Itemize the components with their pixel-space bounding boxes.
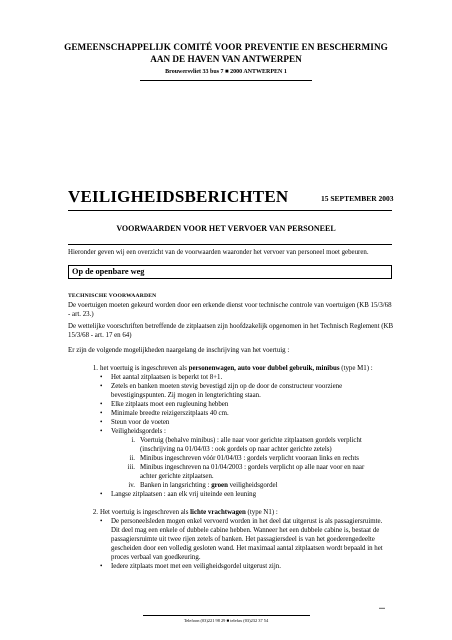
vehicle-type-bold: lichte vrachtwagen — [190, 509, 246, 516]
paragraph-possibilities: Er zijn de volgende mogelijkheden naargelang de inschrijving van het voertuig : — [68, 347, 290, 354]
sub-item-text: Voertuig (behalve minibus) : alle naar voor gerichte zitplaatsen gordels verplicht — [140, 437, 362, 444]
document-date: 15 SEPTEMBER 2003 — [321, 194, 394, 203]
sub-item-text: Minibus ingeschreven vóór 01/04/03 : gordels verplicht vooraan links en rechts — [140, 455, 359, 462]
section-heading: Op de openbare weg — [72, 267, 145, 276]
organization-name-line1: GEMEENSCHAPPELIJK COMITÉ VOOR PREVENTIE EN BESCHERMING — [64, 42, 388, 52]
organization-address: Brouwersvliet 33 bus 7 ■ 2000 ANTWERPEN 1 — [165, 69, 287, 75]
sub-item-number: ii. — [129, 455, 135, 462]
bullet: • — [100, 410, 103, 417]
sub-item-text: (inschrijving na 01/04/03 : ook gordels op naar achter gerichte zetels) — [140, 446, 332, 453]
green-belt-bold: groen — [211, 482, 228, 489]
organization-name-line2: AAN DE HAVEN VAN ANTWERPEN — [150, 54, 302, 64]
bullet-text: Het aantal zitplaatsen is beperkt tot 8+1. — [111, 374, 223, 381]
document-title: VEILIGHEIDSBERICHTEN — [68, 187, 289, 206]
bullet-text: passagiersruimte uit twee rijen zetels of banken. Het passagiersdeel is van het goederengedeelte — [111, 536, 375, 543]
footer-contact: Telefoon (03)221 98 29 ■ telefax (03)232 37 54 — [183, 618, 269, 623]
bullet: • — [100, 401, 103, 408]
list-item-number: 1. — [92, 365, 98, 372]
bullet: • — [100, 419, 103, 426]
sub-item-text: Banken in langsrichting : groen veiligheidsgordel — [140, 482, 278, 489]
bullet-text: bevestigingspunten. Zij mogen in lengterichting staan. — [111, 392, 261, 399]
document-subtitle: VOORWAARDEN VOOR HET VERVOER VAN PERSONEEL — [116, 224, 336, 233]
list-item-number: 2. — [92, 509, 98, 516]
bullet-text: Dit deel mag een enkele of dubbele cabine hebben. Wanneer het een dubbele cabine is, bestaat de — [111, 527, 380, 534]
intro-paragraph: Hieronder geven wij een overzicht van de voorwaarden waaronder het vervoer van personeel moet gebeuren. — [68, 249, 369, 256]
paragraph-regulations: De wettelijke voorschriften betreffende de zitplaatsen zijn hoofdzakelijk opgenomen in het Technisch Reglement (KB 15/3/68 - art. 17 en 64) — [68, 323, 394, 339]
bullet-text: gescheiden door een volledig gesloten wand. Het maximaal aantal zitplaatsen wordt bepaald in het — [111, 545, 383, 552]
bullet-text: Minimale breedte reizigerszitplaats 40 cm. — [111, 410, 229, 417]
bullet-text: Veiligheidsgordels : — [111, 428, 166, 435]
bullet-text: Steun voor de voeten — [111, 419, 170, 426]
subtitle-divider — [68, 244, 392, 245]
title-divider — [68, 210, 392, 211]
technical-conditions-heading: TECHNISCHE VOORWAARDEN — [68, 293, 157, 299]
footer-divider — [143, 615, 310, 616]
bullet-text: Iedere zitplaats moet met een veiligheidsgordel uitgerust zijn. — [111, 563, 281, 570]
bullet-text: Zetels en banken moeten stevig bevestigd zijn op de door de constructeur voorziene — [111, 383, 343, 390]
paragraph-inspection: De voertuigen moeten gekeurd worden door een erkende dienst voor technische controle van voertuigen (KB 15/3/68 - art. 23.) — [68, 302, 392, 318]
sub-item-number: i. — [131, 437, 135, 444]
bullet-text: De personeelsleden mogen enkel vervoerd worden in het deel dat uitgerust is als passagiersruimte. — [111, 518, 383, 525]
bullet: • — [100, 563, 103, 570]
continued-marker: ... — [379, 602, 385, 611]
sub-item-number: iv. — [128, 482, 135, 489]
vehicle-type-bold: personenwagen, auto voor dubbel gebruik, minibus — [188, 365, 340, 372]
section-heading-box — [68, 265, 392, 279]
bullet-text: Elke zitplaats moet een rugleuning hebben — [111, 401, 229, 408]
sub-item-text: Minibus ingeschreven na 01/04/2003 : gordels verplicht op alle naar voor en naar — [140, 464, 365, 471]
bullet-text: proces verbaal van goedkeuring. — [111, 554, 201, 561]
bullet: • — [100, 383, 103, 390]
bullet: • — [100, 491, 103, 498]
bullet: • — [100, 374, 103, 381]
header-divider — [140, 80, 312, 81]
sub-item-number: iii. — [127, 464, 135, 471]
list-item-text: Het voertuig is ingeschreven als lichte vrachtwagen (type N1) : — [100, 509, 278, 516]
bullet: • — [100, 428, 103, 435]
sub-item-text: achter gerichte zitplaatsen. — [140, 473, 214, 480]
bullet: • — [100, 518, 103, 525]
list-item-text: het voertuig is ingeschreven als personenwagen, auto voor dubbel gebruik, minibus (type M1) : — [100, 365, 373, 372]
bullet-text: Langse zitplaatsen : aan elk vrij uiteinde een leuning — [111, 491, 257, 498]
